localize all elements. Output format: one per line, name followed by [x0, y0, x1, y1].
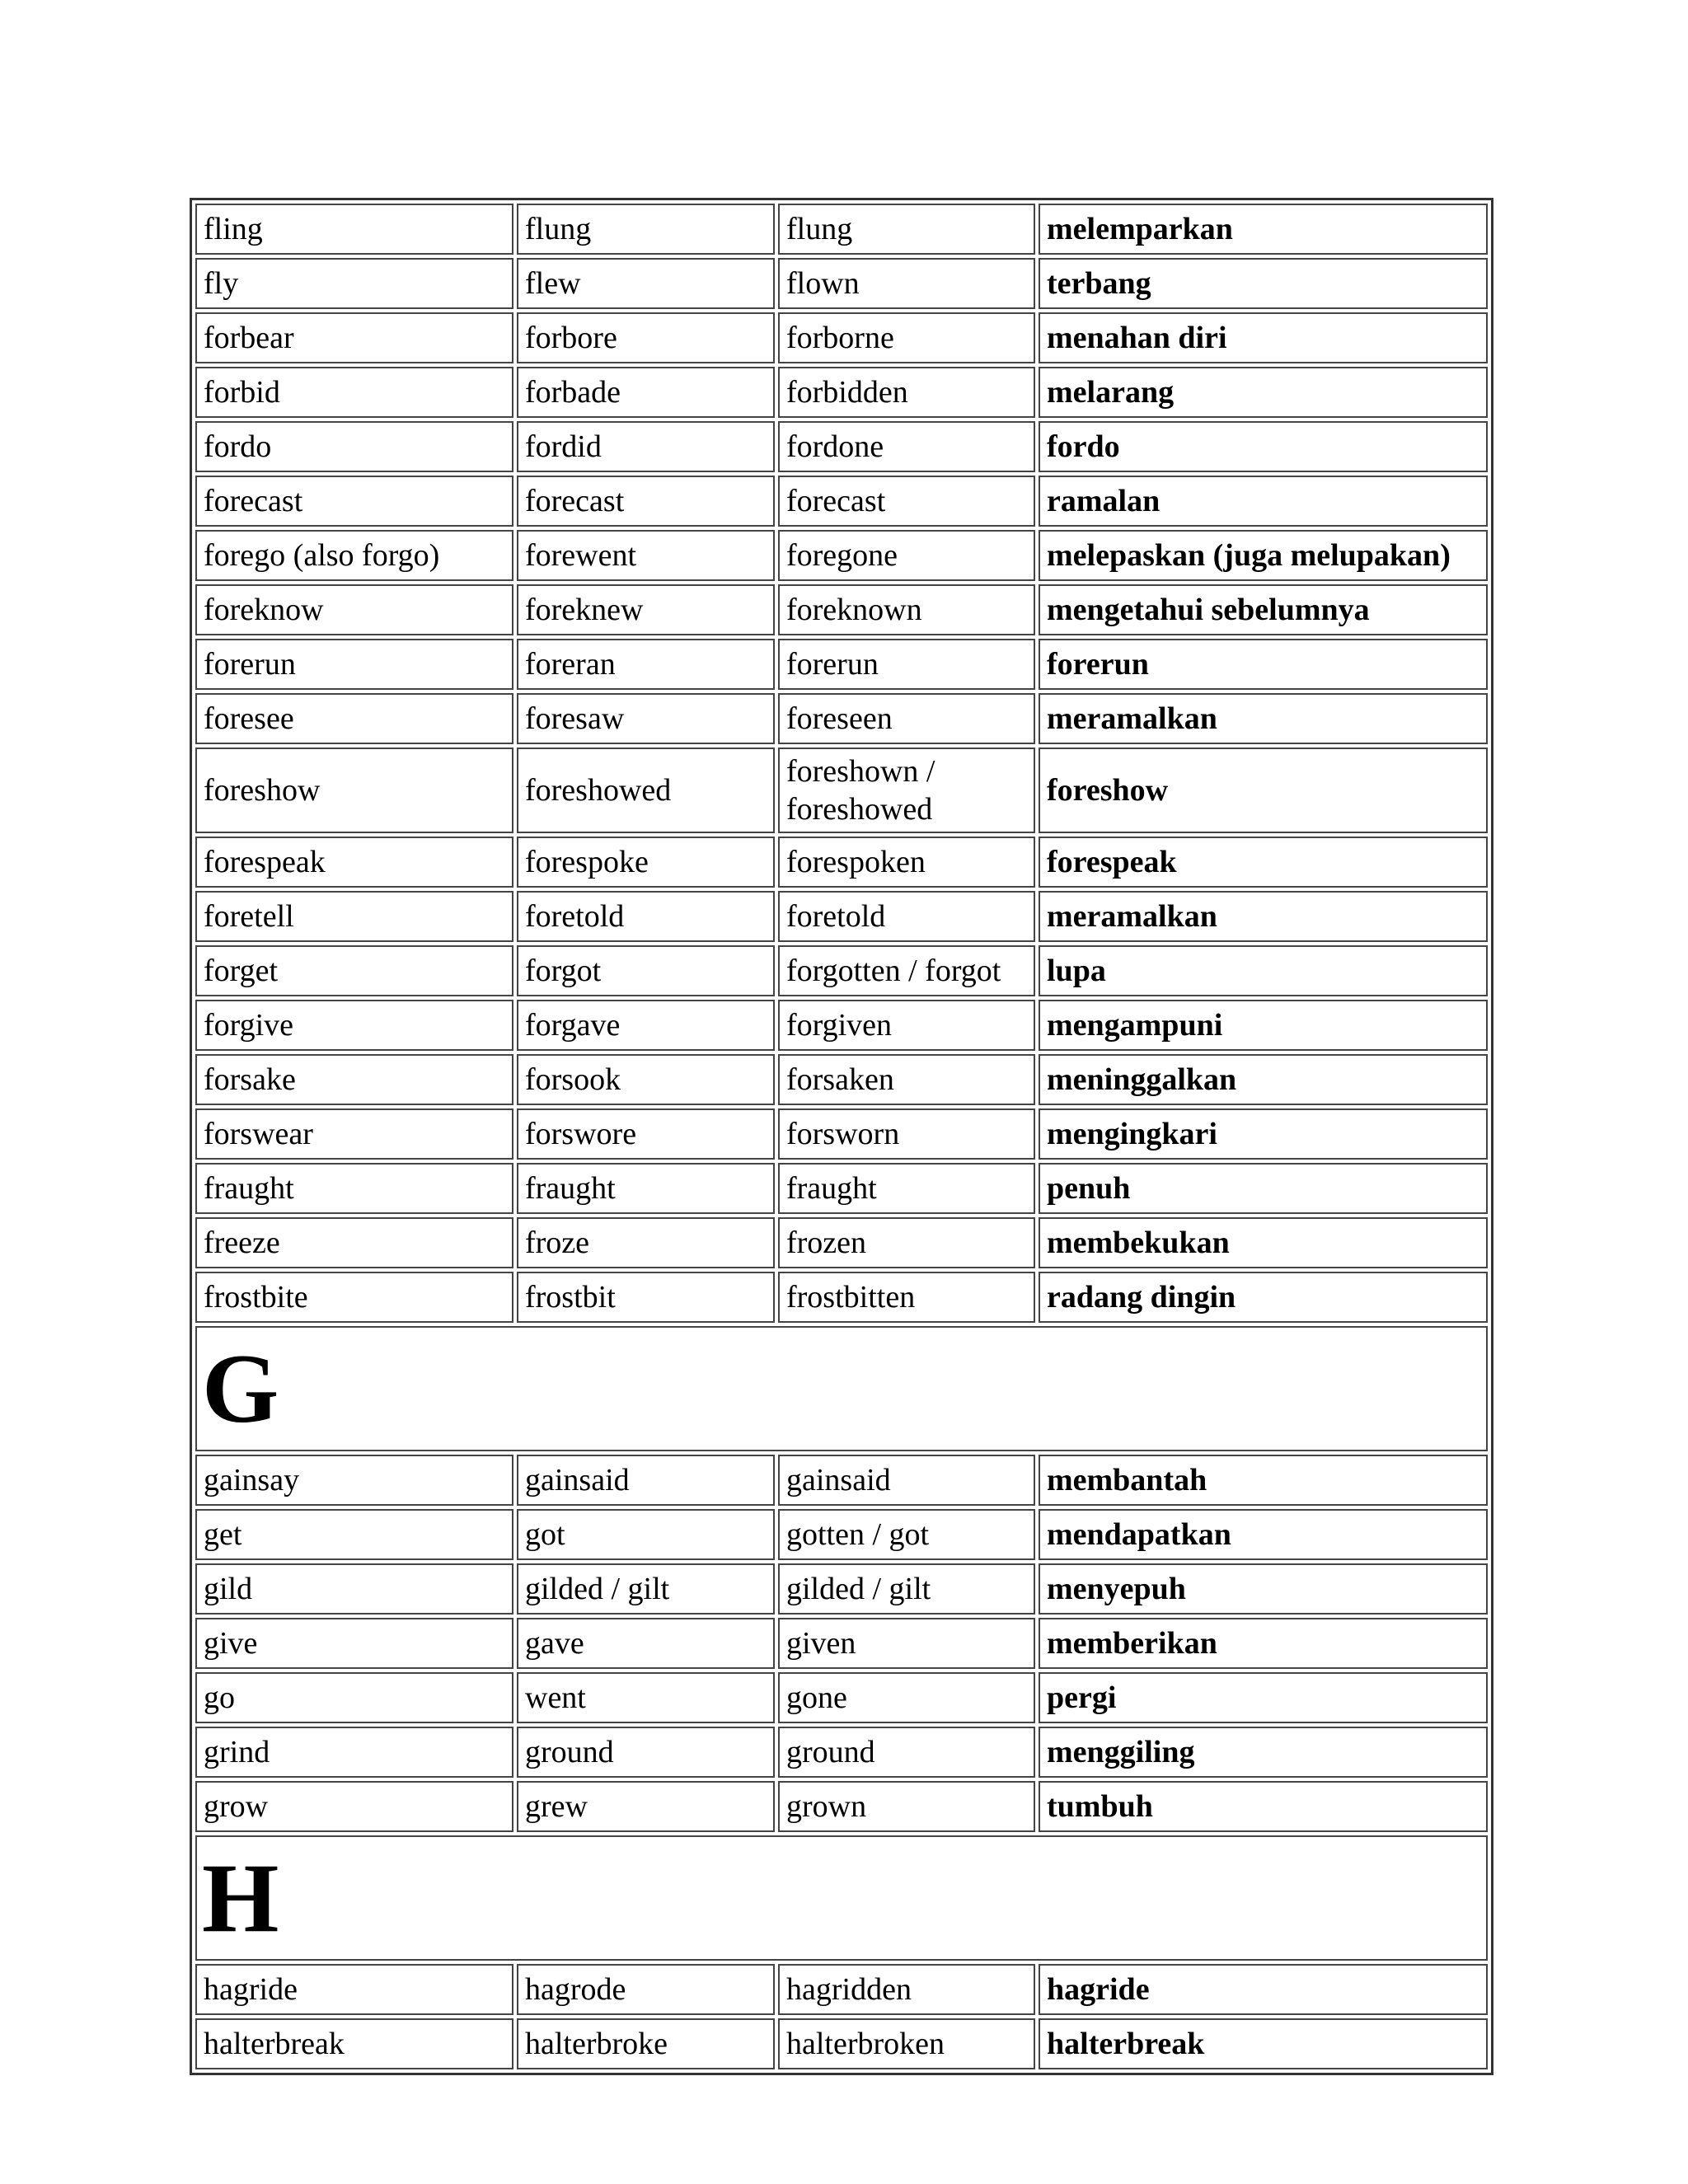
past-participle-cell: forecast	[778, 476, 1035, 527]
past-tense-cell: got	[517, 1509, 775, 1560]
table-row	[195, 1727, 1488, 1778]
table-row	[195, 1272, 1488, 1323]
meaning-cell: membantah	[1039, 1455, 1488, 1506]
meaning-cell: hagride	[1039, 1964, 1488, 2015]
past-tense-cell: foreshowed	[517, 748, 775, 833]
past-participle-cell: foreseen	[778, 693, 1035, 744]
past-tense-cell: forgot	[517, 945, 775, 996]
meaning-cell: mengampuni	[1039, 1000, 1488, 1051]
meaning-cell: membekukan	[1039, 1217, 1488, 1268]
past-participle-cell: forsworn	[778, 1108, 1035, 1160]
past-participle-cell: gotten / got	[778, 1509, 1035, 1560]
table-row	[195, 421, 1488, 472]
base-form-cell: fly	[195, 258, 513, 309]
past-tense-cell: foretold	[517, 891, 775, 942]
past-participle-cell: forsaken	[778, 1054, 1035, 1105]
base-form-cell: grow	[195, 1781, 513, 1832]
past-tense-cell: fordid	[517, 421, 775, 472]
past-tense-cell: froze	[517, 1217, 775, 1268]
base-form-cell: halterbreak	[195, 2018, 513, 2069]
table-row	[195, 1964, 1488, 2015]
meaning-cell: radang dingin	[1039, 1272, 1488, 1323]
irregular-verb-table	[190, 198, 1493, 2075]
table-row	[195, 1509, 1488, 1560]
past-tense-cell: forgave	[517, 1000, 775, 1051]
base-form-cell: foreknow	[195, 584, 513, 635]
meaning-cell: menyepuh	[1039, 1563, 1488, 1615]
meaning-cell: mendapatkan	[1039, 1509, 1488, 1560]
meaning-cell: memberikan	[1039, 1618, 1488, 1669]
past-participle-cell: forgiven	[778, 1000, 1035, 1051]
meaning-cell: melepaskan (juga melupakan)	[1039, 530, 1488, 581]
past-tense-cell: forsook	[517, 1054, 775, 1105]
table-row	[195, 367, 1488, 418]
past-participle-cell: given	[778, 1618, 1035, 1669]
section-letter: G	[195, 1326, 1488, 1451]
meaning-cell: mengetahui sebelumnya	[1039, 584, 1488, 635]
table-row	[195, 891, 1488, 942]
past-tense-cell: forecast	[517, 476, 775, 527]
table-row	[195, 204, 1488, 255]
past-participle-cell: foretold	[778, 891, 1035, 942]
past-participle-cell: foregone	[778, 530, 1035, 581]
past-tense-cell: went	[517, 1672, 775, 1723]
past-tense-cell: foreran	[517, 639, 775, 690]
past-participle-cell: forgotten / forgot	[778, 945, 1035, 996]
past-participle-cell: forerun	[778, 639, 1035, 690]
past-tense-cell: forbore	[517, 312, 775, 363]
past-participle-cell: flung	[778, 204, 1035, 255]
meaning-cell: mengingkari	[1039, 1108, 1488, 1160]
table-row	[195, 476, 1488, 527]
table-row	[195, 530, 1488, 581]
table-row	[195, 639, 1488, 690]
past-tense-cell: forespoke	[517, 837, 775, 888]
past-tense-cell: fraught	[517, 1163, 775, 1214]
past-participle-cell: gilded / gilt	[778, 1563, 1035, 1615]
past-tense-cell: forbade	[517, 367, 775, 418]
table-row	[195, 748, 1488, 833]
past-participle-cell: forborne	[778, 312, 1035, 363]
past-tense-cell: halterbroke	[517, 2018, 775, 2069]
table-row	[195, 693, 1488, 744]
past-tense-cell: hagrode	[517, 1964, 775, 2015]
table-row	[195, 1672, 1488, 1723]
past-participle-cell: gone	[778, 1672, 1035, 1723]
meaning-cell: meramalkan	[1039, 693, 1488, 744]
past-tense-cell: foresaw	[517, 693, 775, 744]
past-participle-cell: frostbitten	[778, 1272, 1035, 1323]
past-participle-cell: fraught	[778, 1163, 1035, 1214]
past-participle-cell: foreknown	[778, 584, 1035, 635]
base-form-cell: foreshow	[195, 748, 513, 833]
meaning-cell: forespeak	[1039, 837, 1488, 888]
past-participle-cell: grown	[778, 1781, 1035, 1832]
table-row	[195, 584, 1488, 635]
base-form-cell: frostbite	[195, 1272, 513, 1323]
past-tense-cell: grew	[517, 1781, 775, 1832]
base-form-cell: fordo	[195, 421, 513, 472]
past-tense-cell: frostbit	[517, 1272, 775, 1323]
meaning-cell: ramalan	[1039, 476, 1488, 527]
section-header-row	[195, 1326, 1488, 1451]
meaning-cell: pergi	[1039, 1672, 1488, 1723]
base-form-cell: forbear	[195, 312, 513, 363]
past-participle-cell: flown	[778, 258, 1035, 309]
section-letter: H	[195, 1835, 1488, 1961]
past-participle-cell: forbidden	[778, 367, 1035, 418]
table-row	[195, 1618, 1488, 1669]
past-tense-cell: forewent	[517, 530, 775, 581]
base-form-cell: foresee	[195, 693, 513, 744]
base-form-cell: give	[195, 1618, 513, 1669]
base-form-cell: go	[195, 1672, 513, 1723]
table-row	[195, 312, 1488, 363]
table-row	[195, 2018, 1488, 2069]
meaning-cell: melarang	[1039, 367, 1488, 418]
table-row	[195, 945, 1488, 996]
past-participle-cell: fordone	[778, 421, 1035, 472]
base-form-cell: forget	[195, 945, 513, 996]
meaning-cell: fordo	[1039, 421, 1488, 472]
past-participle-cell: ground	[778, 1727, 1035, 1778]
meaning-cell: melemparkan	[1039, 204, 1488, 255]
base-form-cell: fraught	[195, 1163, 513, 1214]
base-form-cell: gild	[195, 1563, 513, 1615]
table-row	[195, 258, 1488, 309]
base-form-cell: forsake	[195, 1054, 513, 1105]
table-row	[195, 1163, 1488, 1214]
meaning-cell: tumbuh	[1039, 1781, 1488, 1832]
base-form-cell: grind	[195, 1727, 513, 1778]
verb-table-body	[195, 204, 1488, 2069]
past-tense-cell: ground	[517, 1727, 775, 1778]
meaning-cell: halterbreak	[1039, 2018, 1488, 2069]
table-row	[195, 837, 1488, 888]
meaning-cell: foreshow	[1039, 748, 1488, 833]
meaning-cell: menggiling	[1039, 1727, 1488, 1778]
meaning-cell: forerun	[1039, 639, 1488, 690]
table-row	[195, 1455, 1488, 1506]
past-participle-cell: forespoken	[778, 837, 1035, 888]
base-form-cell: forespeak	[195, 837, 513, 888]
base-form-cell: forego (also forgo)	[195, 530, 513, 581]
meaning-cell: meninggalkan	[1039, 1054, 1488, 1105]
past-tense-cell: forswore	[517, 1108, 775, 1160]
past-tense-cell: gave	[517, 1618, 775, 1669]
table-row	[195, 1054, 1488, 1105]
base-form-cell: forgive	[195, 1000, 513, 1051]
past-participle-cell: hagridden	[778, 1964, 1035, 2015]
table-row	[195, 1108, 1488, 1160]
past-participle-cell: halterbroken	[778, 2018, 1035, 2069]
section-header-row	[195, 1835, 1488, 1961]
past-tense-cell: flew	[517, 258, 775, 309]
base-form-cell: forbid	[195, 367, 513, 418]
meaning-cell: terbang	[1039, 258, 1488, 309]
meaning-cell: lupa	[1039, 945, 1488, 996]
base-form-cell: hagride	[195, 1964, 513, 2015]
meaning-cell: meramalkan	[1039, 891, 1488, 942]
table-row	[195, 1217, 1488, 1268]
table-row	[195, 1000, 1488, 1051]
base-form-cell: fling	[195, 204, 513, 255]
past-tense-cell: gilded / gilt	[517, 1563, 775, 1615]
base-form-cell: forecast	[195, 476, 513, 527]
base-form-cell: forswear	[195, 1108, 513, 1160]
meaning-cell: menahan diri	[1039, 312, 1488, 363]
table-row	[195, 1563, 1488, 1615]
base-form-cell: foretell	[195, 891, 513, 942]
meaning-cell: penuh	[1039, 1163, 1488, 1214]
past-participle-cell: gainsaid	[778, 1455, 1035, 1506]
base-form-cell: freeze	[195, 1217, 513, 1268]
base-form-cell: get	[195, 1509, 513, 1560]
base-form-cell: gainsay	[195, 1455, 513, 1506]
past-participle-cell: foreshown / foreshowed	[778, 748, 1035, 833]
past-participle-cell: frozen	[778, 1217, 1035, 1268]
table-row	[195, 1781, 1488, 1832]
past-tense-cell: flung	[517, 204, 775, 255]
base-form-cell: forerun	[195, 639, 513, 690]
past-tense-cell: foreknew	[517, 584, 775, 635]
past-tense-cell: gainsaid	[517, 1455, 775, 1506]
